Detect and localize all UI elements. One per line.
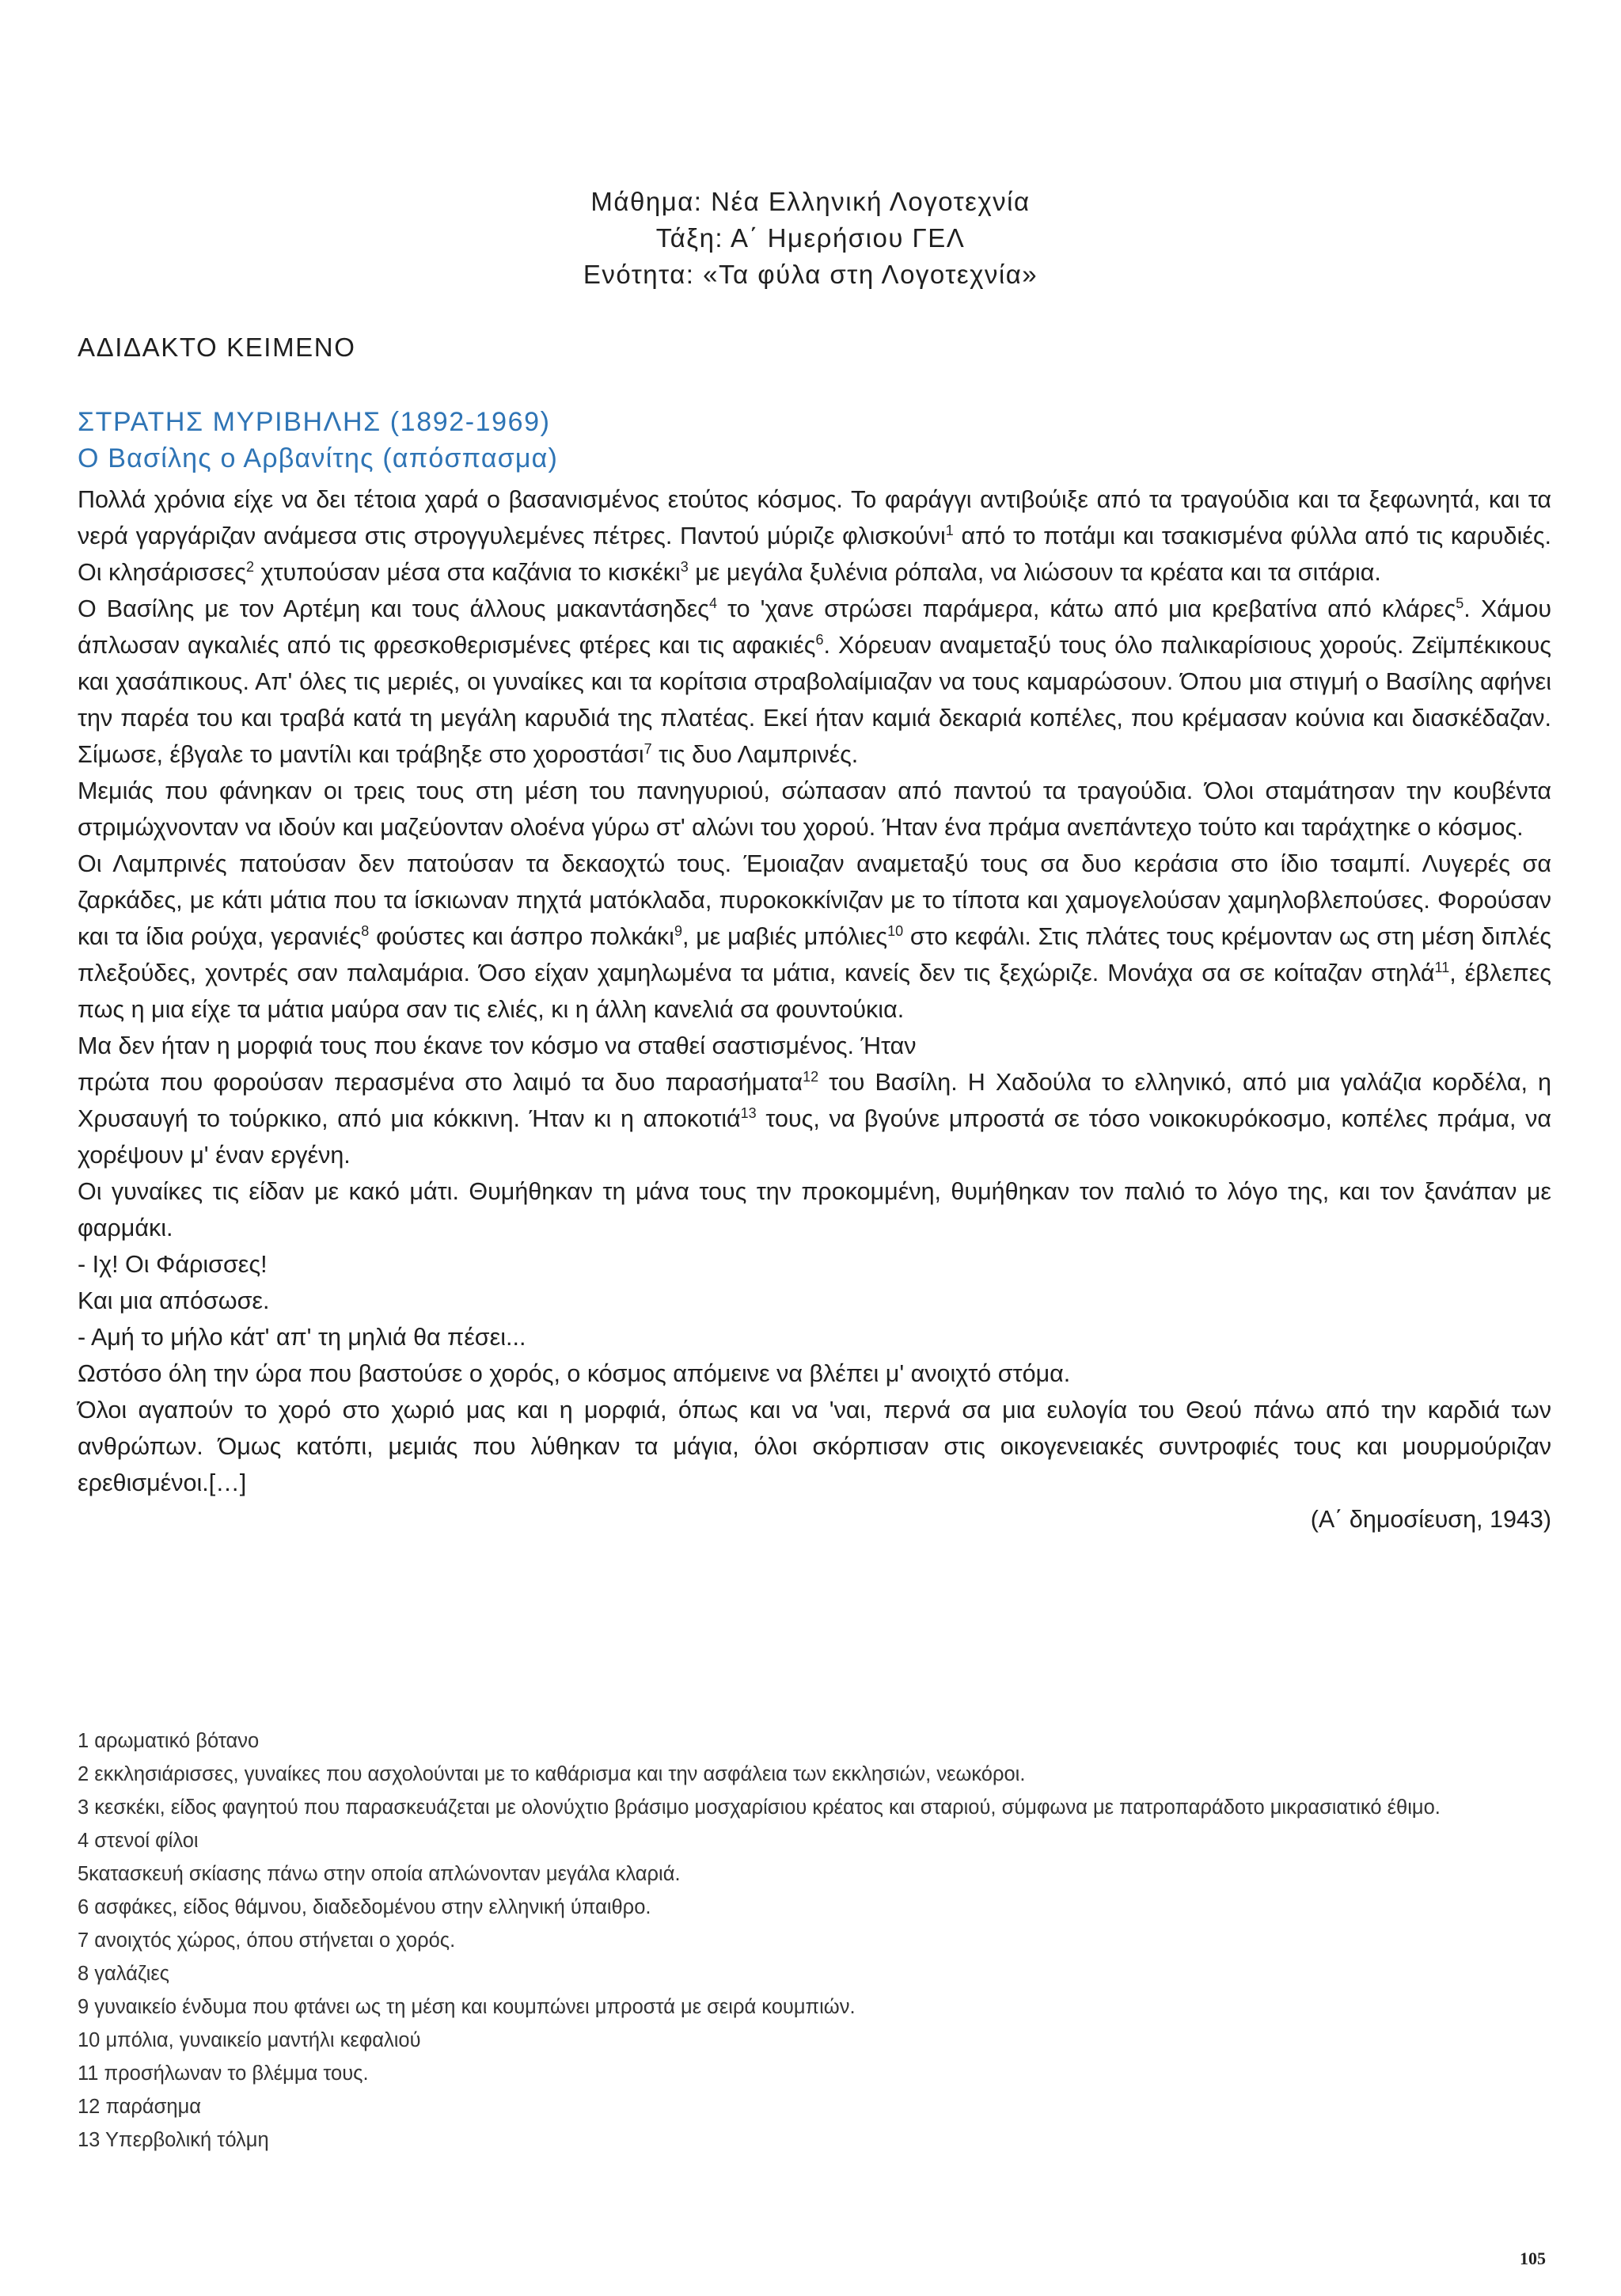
paragraph: Πολλά χρόνια είχε να δει τέτοια χαρά ο βασανισμένος ετούτος κόσμος. Το φαράγγι αντιβούιξε από τα τραγούδια και τα ξεφωνητά, και τα νερά γαργάριζαν ανάμεσα στις στρογγυλεμένες πέτρες. Παντού μύριζε φλισκούνι$^1$ από το ποτάμι και τσακισμένα φύλλα από τις καρυδιές. Οι κλησάρισσες$^2$ χτυπούσαν μέσα στα καζάνια το κισκέκι$^3$ με μεγάλα ξυλένια ρόπαλα, να λιώσουν τα κρέατα και τα σιτάρια.: [78, 486, 1551, 586]
footnote: 6 ασφάκες, είδος θάμνου, διαδεδομένου στην ελληνική ύπαιθρο.: [78, 1896, 651, 1918]
footnote-ref: 4: [708, 595, 717, 611]
footnote-ref: 12: [803, 1068, 819, 1085]
dialogue-line: - Αμή το μήλο κάτ' απ' τη μηλιά θα πέσει...: [78, 1324, 526, 1351]
paragraph: Οι Λαμπρινές πατούσαν δεν πατούσαν τα δεκαοχτώ τους. Έμοιαζαν αναμεταξύ τους σα δυο κεράσια στο ίδιο τσαμπί. Λυγερές σα ζαρκάδες, με κάτι μάτια που τα ίσκιωναν πηχτά ματόκλαδα, πυροκοκκίνιζαν με το τίποτα και χαμογελούσαν χαμηλοβλεπούσες. Φορούσαν και τα ίδια ρούχα, γερανιές$^8$ φούστες και άσπρο πολκάκι$^9$, με μαβιές μπόλιες$^{10}$ στο κεφάλι. Στις πλάτες τους κρέμονταν ως στη μέση διπλές πλεξούδες, χοντρές σαν παλαμάρια. Όσο είχαν χαμηλωμένα τα μάτια, κανείς δεν τις ξεχώριζε. Μονάχα σα σε κοίταζαν στηλά$^{11}$, έβλεπες πως η μια είχε τα μάτια μαύρα σαν τις ελιές, κι η άλλη κανελιά σα φουντούκια.: [78, 850, 1552, 1023]
paragraph: Όλοι αγαπούν το χορό στο χωριό μας και η μορφιά, όπως και να 'ναι, περνά σα μια ευλογία του Θεού πάνω από την καρδιά των ανθρώπων. Όμως κατόπι, μεμιάς που λύθηκαν τα μάγια, όλοι σκόρπισαν στις οικογενειακές συντροφιές τους και μουρμούριζαν ερεθισμένοι.[…]: [78, 1397, 1551, 1496]
footnote: 4 στενοί φίλοι: [78, 1830, 199, 1852]
section-label: ΑΔΙΔΑΚΤΟ ΚΕΙΜΕΝΟ: [78, 333, 356, 362]
footnote: 9 γυναικείο ένδυμα που φτάνει ως τη μέση και κουμπώνει μπροστά με σειρά κουμπιών.: [78, 1996, 856, 2018]
paragraph: Ο Βασίλης με τον Αρτέμη και τους άλλους μακαντάσηδες$^4$ το 'χανε στρώσει παράμερα, κάτω από μια κρεβατίνα από κλάρες$^5$. Χάμου άπλωσαν αγκαλιές από τις φρεσκοθερισμένες φτέρες και τις αφακιές$^6$. Χόρευαν αναμεταξύ τους όλο παλικαρίσιους χορούς. Ζεϊμπέκικους και χασάπικους. Απ' όλες τις μεριές, οι γυναίκες και τα κορίτσια στραβολαίμιαζαν να τους καμαρώσουν. Όπου μια στιγμή ο Βασίλης αφήνει την παρέα του και τραβά κατά τη μεγάλη καρυδιά της πλατέας. Εκεί ήταν καμιά δεκαριά κοπέλες, που κρέμασαν κούνια και διασκέδαζαν. Σίμωσε, έβγαλε το μαντίλι και τράβηξε στο χοροστάσι$^7$ τις δυο Λαμπρινές.: [78, 595, 1552, 768]
footnote-ref: 10: [887, 922, 904, 939]
course-title: Μάθημα: Νέα Ελληνική Λογοτεχνία: [590, 187, 1031, 216]
footnote-ref: 2: [245, 558, 254, 575]
footnote: 7 ανοιχτός χώρος, όπου στήνεται ο χορός.: [78, 1929, 456, 1952]
footnote-ref: 1: [945, 522, 954, 538]
dialogue-line: - Ιχ! Οι Φάρισσες!: [78, 1251, 268, 1278]
publication-note: (Α΄ δημοσίευση, 1943): [1310, 1506, 1551, 1533]
footnote-ref: 5: [1456, 595, 1464, 611]
class-level: Τάξη: Α΄ Ημερήσιου ΓΕΛ: [655, 223, 966, 253]
paragraph: Και μια απόσωσε.: [78, 1287, 270, 1314]
footnote-ref: 13: [740, 1104, 757, 1121]
footnote: 11 προσήλωναν το βλέμμα τους.: [78, 2062, 369, 2085]
footnote-ref: 6: [815, 631, 824, 648]
paragraph: πρώτα που φορούσαν περασμένα στο λαιμό τα δυο παρασήματα$^{12}$ του Βασίλη. Η Χαδούλα το ελληνικό, από μια γαλάζια κορδέλα, η Χρυσαυγή το τούρκικο, από μια κόκκινη. Ήταν κι η αποκοτιά$^{13}$ τους, να βγούνε μπροστά σε τόσο νοικοκυρόκοσμο, κοπέλες πράμα, να χορέψουν μ' έναν εργένη.: [78, 1068, 1551, 1169]
footnote: 1 αρωματικό βότανο: [78, 1730, 260, 1752]
paragraph: Ωστόσο όλη την ώρα που βαστούσε ο χορός, ο κόσμος απόμεινε να βλέπει μ' ανοιχτό στόμα.: [78, 1360, 1071, 1387]
document-header: [0, 184, 1621, 293]
text-title: Ο Βασίλης ο Αρβανίτης (απόσπασμα): [78, 443, 559, 473]
footnotes: [78, 1724, 1551, 2157]
footnote: 8 γαλάζιες: [78, 1963, 169, 1985]
footnote-ref: 7: [643, 740, 652, 757]
paragraph: Μεμιάς που φάνηκαν οι τρεις τους στη μέση του πανηγυριού, σώπασαν από παντού τα τραγούδια. Όλοι σταμάτησαν την κουβέντα στριμώχνονταν να ιδούν και μαζεύονταν ολοένα γύρω στ' αλώνι του χορού. Ήταν ένα πράμα ανεπάντεχο τούτο και ταράχτηκε ο κόσμος.: [78, 777, 1551, 841]
footnote: 2 εκκλησιάρισσες, γυναίκες που ασχολούνται με το καθάρισμα και την ασφάλεια των εκκλησιών, νεωκόροι.: [78, 1763, 1026, 1785]
footnote: 10 μπόλια, γυναικείο μαντήλι κεφαλιού: [78, 2029, 421, 2051]
footnote: 12 παράσημα: [78, 2096, 202, 2118]
footnote: 5κατασκευή σκίασης πάνω στην οποία απλώνονταν μεγάλα κλαριά.: [78, 1863, 681, 1885]
footnote-ref: 11: [1434, 959, 1450, 975]
literary-text: [78, 481, 1551, 1538]
footnote: 13 Υπερβολική τόλμη: [78, 2129, 269, 2151]
paragraph: Μα δεν ήταν η μορφιά τους που έκανε τον κόσμο να σταθεί σαστισμένος. Ήταν: [78, 1032, 917, 1059]
footnote-ref: 9: [674, 922, 682, 939]
footnote-ref: 8: [361, 922, 370, 939]
unit-title: Ενότητα: «Τα φύλα στη Λογοτεχνία»: [583, 260, 1038, 289]
paragraph: Οι γυναίκες τις είδαν με κακό μάτι. Θυμήθηκαν τη μάνα τους την προκομμένη, θυμήθηκαν τον παλιό το λόγο της, και τον ξανάπαν με φαρμάκι.: [78, 1178, 1551, 1241]
footnote: 3 κεσκέκι, είδος φαγητού που παρασκευάζεται με ολονύχτιο βράσιμο μοσχαρίσιου κρέατος και σταριού, σύμφωνα με πατροπαράδοτο μικρασιατικό έθιμο.: [78, 1796, 1441, 1819]
page-number: 105: [1520, 2248, 1546, 2268]
author-heading: ΣΤΡΑΤΗΣ ΜΥΡΙΒΗΛΗΣ (1892-1969): [78, 407, 551, 437]
footnote-ref: 3: [680, 558, 689, 575]
